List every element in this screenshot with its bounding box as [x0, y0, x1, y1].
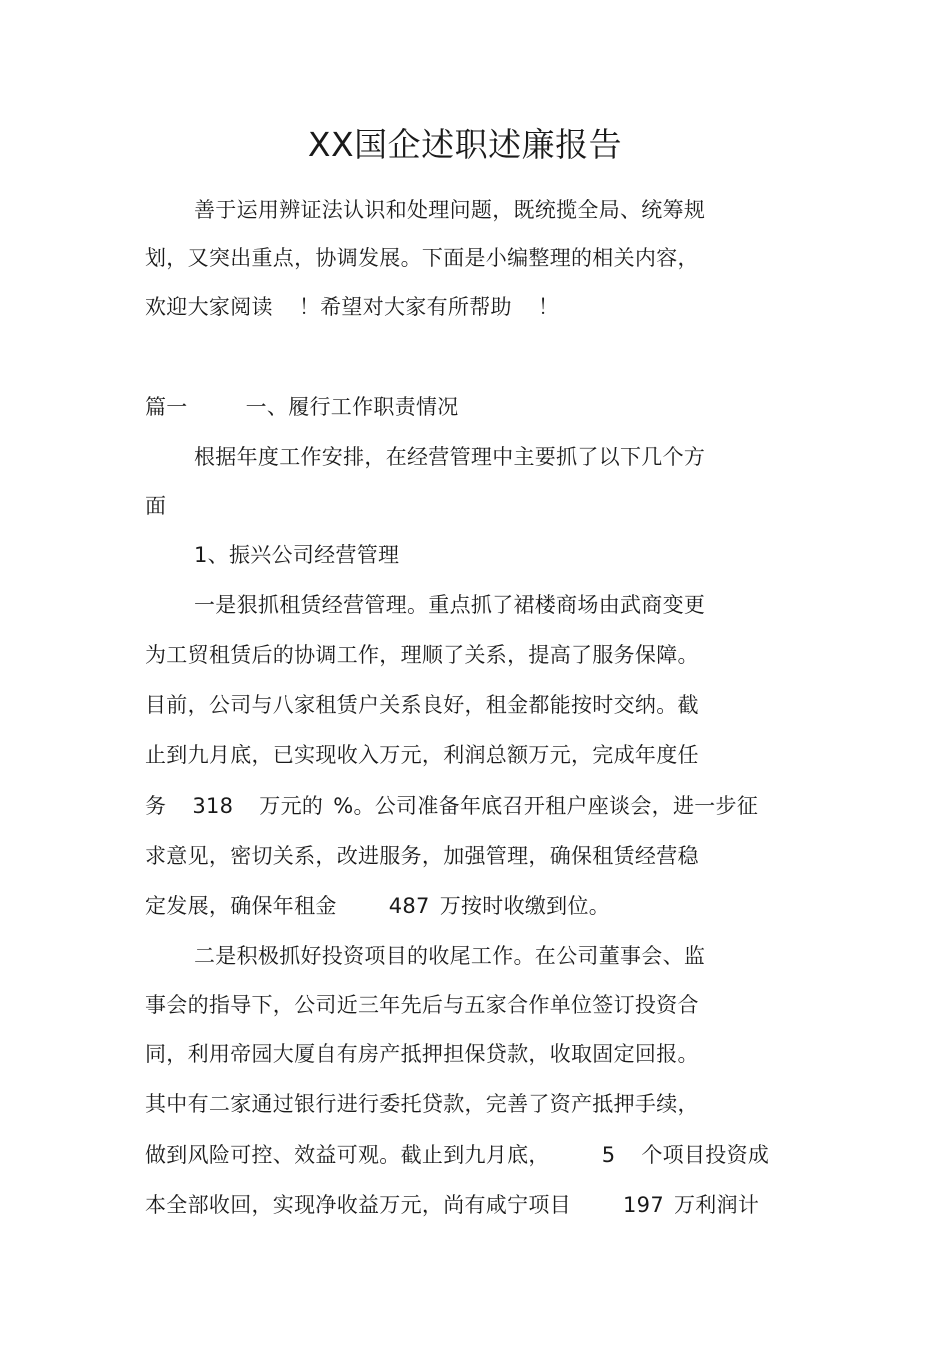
lease-line-5 [145, 792, 758, 820]
lease-line-5-part-c: 万元的 [259, 794, 324, 818]
invest-line-5 [145, 1141, 769, 1169]
plan-line-2: 面 [145, 494, 167, 518]
intro-line-3 [145, 293, 559, 321]
intro-line-3-part-c: ！ [537, 295, 560, 319]
lease-line-2: 为工贸租赁后的协调工作，理顺了关系，提高了服务保障。 [145, 643, 699, 667]
invest-line-5-part-a: 做到风险可控、效益可观。截止到九月底， [145, 1143, 550, 1167]
subheading-company-management: 1、振兴公司经营管理 [194, 543, 400, 567]
invest-line-5-count: 5 [601, 1143, 616, 1167]
document-title: XX国企述职述廉报告 [307, 125, 623, 164]
invest-line-6-part-c: 万利润计 [673, 1193, 760, 1217]
invest-line-4: 其中有二家通过银行进行委托贷款，完善了资产抵押手续， [145, 1092, 699, 1116]
lease-line-3: 目前，公司与八家租赁户关系良好，租金都能按时交纳。截 [145, 693, 699, 717]
invest-line-6-part-a: 本全部收回，实现净收益万元，尚有咸宁项目 [145, 1193, 571, 1217]
invest-line-6 [145, 1191, 759, 1219]
plan-line-1: 根据年度工作安排，在经营管理中主要抓了以下几个方 [194, 445, 706, 469]
invest-line-6-amount: 197 [623, 1193, 664, 1217]
intro-line-3-part-b: ！希望对大家有所帮助 [298, 295, 512, 319]
lease-line-6: 求意见，密切关系，改进服务，加强管理，确保租赁经营稳 [145, 844, 699, 868]
intro-line-2: 划，又突出重点，协调发展。下面是小编整理的相关内容， [145, 246, 699, 270]
section-heading [145, 393, 459, 421]
invest-line-1: 二是积极抓好投资项目的收尾工作。在公司董事会、监 [194, 944, 706, 968]
lease-line-5-amount: 318 [192, 794, 234, 818]
invest-line-3: 同，利用帝园大厦自有房产抵押担保贷款，收取固定回报。 [145, 1042, 699, 1066]
lease-line-5-part-a: 务 [145, 794, 167, 818]
lease-line-4: 止到九月底，已实现收入万元，利润总额万元，完成年度任 [145, 743, 699, 767]
lease-line-5-part-d: %。公司准备年底召开租户座谈会，进一步征 [333, 794, 759, 818]
intro-line-3-part-a: 欢迎大家阅读 [145, 295, 273, 319]
section-part-label: 篇一 [145, 395, 188, 419]
invest-line-2: 事会的指导下，公司近三年先后与五家合作单位签订投资合 [145, 993, 699, 1017]
lease-line-1: 一是狠抓租赁经营管理。重点抓了裙楼商场由武商变更 [194, 593, 706, 617]
lease-line-7-part-a: 定发展，确保年租金 [145, 894, 337, 918]
invest-line-5-part-c: 个项目投资成 [641, 1143, 770, 1167]
lease-line-7-part-c: 万按时收缴到位。 [439, 894, 611, 918]
intro-line-1: 善于运用辨证法认识和处理问题，既统揽全局、统筹规 [194, 198, 706, 222]
lease-line-7 [145, 892, 610, 920]
lease-line-7-amount: 487 [388, 894, 430, 918]
section-heading-text: 一、履行工作职责情况 [245, 395, 459, 419]
